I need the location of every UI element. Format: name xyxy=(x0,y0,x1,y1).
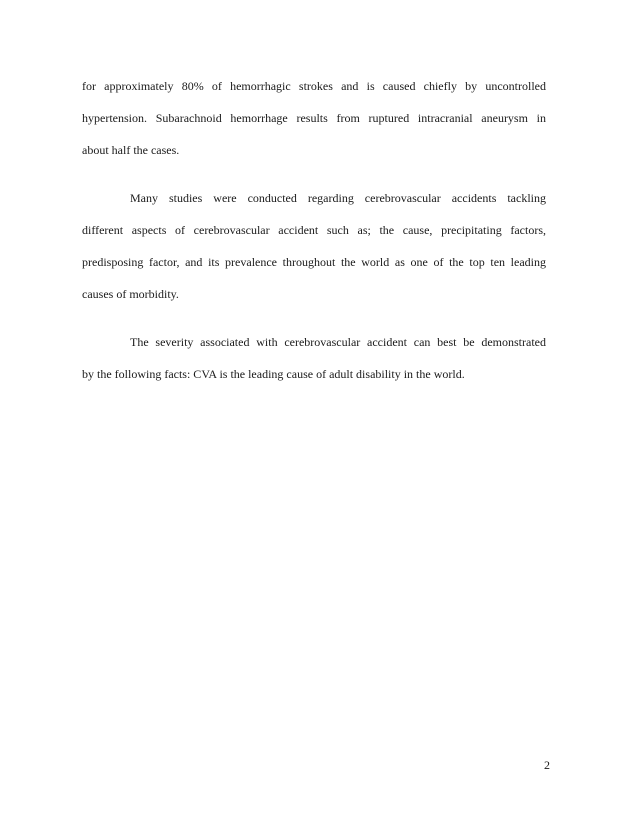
page-number: 2 xyxy=(544,758,550,772)
paragraph-2 xyxy=(82,182,546,310)
paragraph-line: for approximately 80% of hemorrhagic strokes and is caused chiefly by uncontrolled xyxy=(82,79,546,93)
paragraph-line: causes of morbidity. xyxy=(82,287,179,301)
paragraph-line: hypertension. Subarachnoid hemorrhage results from ruptured intracranial aneurysm in xyxy=(82,111,546,125)
paragraph-line: different aspects of cerebrovascular accident such as; the cause, precipitating factors, xyxy=(82,223,546,237)
paragraph-1 xyxy=(82,70,546,166)
paragraph-line: The severity associated with cerebrovascular accident can best be demonstrated xyxy=(130,335,546,349)
body-text xyxy=(82,70,546,406)
paragraph-3 xyxy=(82,326,546,390)
paragraph-line: about half the cases. xyxy=(82,143,180,157)
paragraph-line: by the following facts: CVA is the leading cause of adult disability in the world. xyxy=(82,367,465,381)
paragraph-line: Many studies were conducted regarding cerebrovascular accidents tackling xyxy=(130,191,546,205)
paragraph-line: predisposing factor, and its prevalence throughout the world as one of the top ten leading xyxy=(82,255,546,269)
